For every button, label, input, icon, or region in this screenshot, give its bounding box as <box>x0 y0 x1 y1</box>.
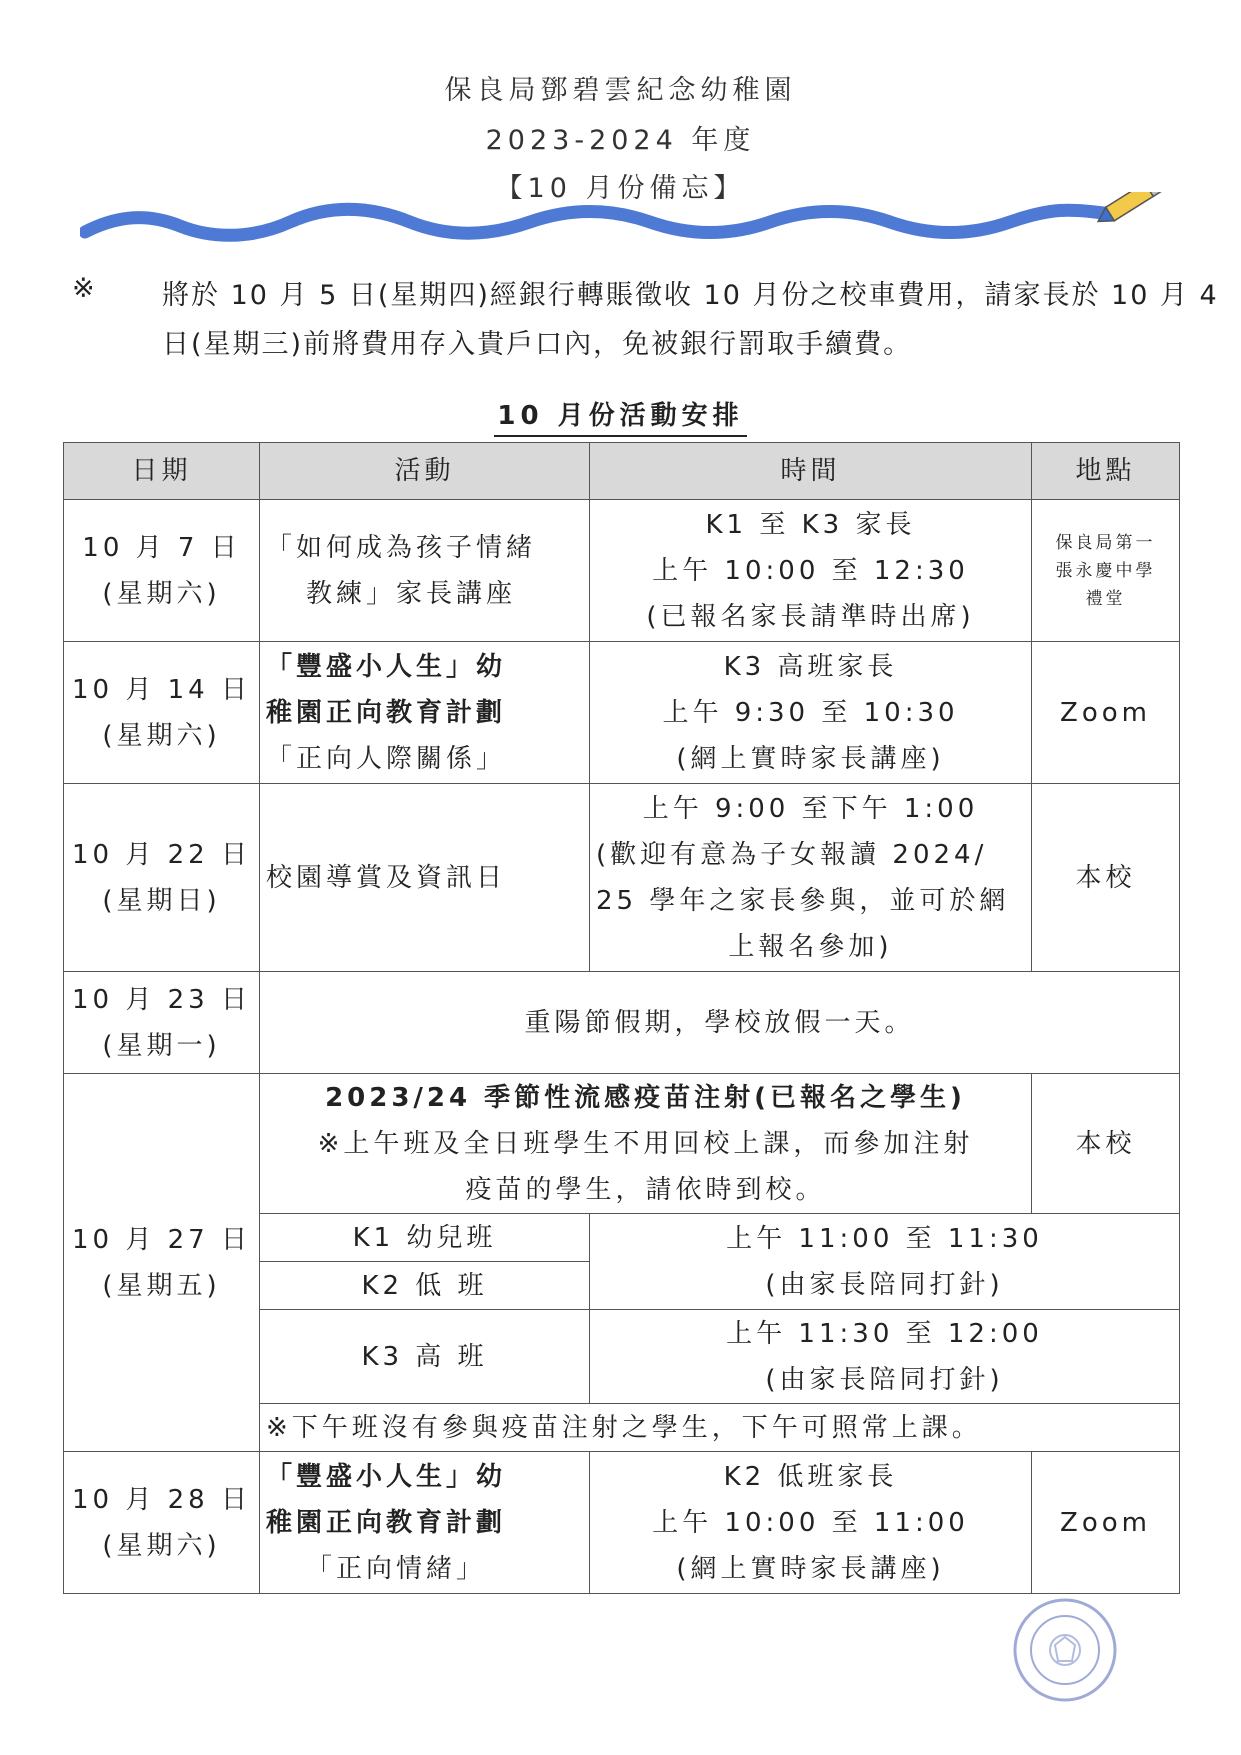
time-cell: K3 高班家長 上午 9:30 至 10:30 (網上實時家長講座) <box>590 642 1032 784</box>
header-venue: 地點 <box>1032 443 1180 500</box>
holiday-note-cell: 重陽節假期，學校放假一天。 <box>260 972 1180 1074</box>
class-cell: K1 幼兒班 <box>260 1214 590 1262</box>
header-activity: 活動 <box>260 443 590 500</box>
table-header-row <box>64 443 1180 500</box>
date-cell: 10 月 28 日 (星期六) <box>64 1452 260 1594</box>
activity-cell: 「如何成為孩子情緒 教練」家長講座 <box>260 500 590 642</box>
table-row <box>64 500 1180 642</box>
school-year: 2023-2024 年度 <box>485 125 756 156</box>
memo-title: 【10 月份備忘】 <box>495 173 746 204</box>
school-seal-stamp <box>1010 1595 1120 1705</box>
time-cell: K2 低班家長 上午 10:00 至 11:00 (網上實時家長講座) <box>590 1452 1032 1594</box>
date-cell: 10 月 22 日 (星期日) <box>64 784 260 972</box>
table-row <box>64 1074 1180 1214</box>
activity-cell: 校園導賞及資訊日 <box>260 784 590 972</box>
date-cell: 10 月 27 日 (星期五) <box>64 1074 260 1452</box>
table-row <box>64 784 1180 972</box>
venue-cell: 保良局第一 張永慶中學 禮堂 <box>1032 500 1180 642</box>
time-cell: K1 至 K3 家長 上午 10:00 至 12:30 (已報名家長請準時出席) <box>590 500 1032 642</box>
venue-cell: Zoom <box>1032 1452 1180 1594</box>
school-name: 保良局鄧碧雲紀念幼稚園 <box>444 75 797 106</box>
activity-cell: 「豐盛小人生」幼 稚園正向教育計劃 「正向情緒」 <box>260 1452 590 1594</box>
notice-mark: ※ <box>72 273 97 304</box>
date-cell: 10 月 7 日 (星期六) <box>64 500 260 642</box>
time-cell: 上午 9:00 至下午 1:00 (歡迎有意為子女報讀 2024/ 25 學年之家長參與，並可於網 上報名參加) <box>590 784 1032 972</box>
table-row <box>64 972 1180 1074</box>
activity-table <box>63 442 1180 1594</box>
venue-cell: 本校 <box>1032 784 1180 972</box>
section-title: 10 月份活動安排 <box>494 401 746 437</box>
activity-cell: 「豐盛小人生」幼 稚園正向教育計劃 「正向人際關係」 <box>260 642 590 784</box>
venue-cell: 本校 <box>1032 1074 1180 1214</box>
table-row <box>64 642 1180 784</box>
date-cell: 10 月 23 日 (星期一) <box>64 972 260 1074</box>
header-date: 日期 <box>64 443 260 500</box>
class-cell: K2 低 班 <box>260 1262 590 1310</box>
vaccine-info-cell: 2023/24 季節性流感疫苗注射(已報名之學生) ※上午班及全日班學生不用回校上課，而參加注射 疫苗的學生，請依時到校。 <box>260 1074 1032 1214</box>
table-row <box>64 1452 1180 1594</box>
notice-line-2: 日(星期三)前將費用存入貴戶口內，免被銀行罰取手續費。 <box>162 329 913 360</box>
header-time: 時間 <box>590 443 1032 500</box>
time-cell: 上午 11:00 至 11:30 (由家長陪同打針) <box>590 1214 1180 1310</box>
time-cell: 上午 11:30 至 12:00 (由家長陪同打針) <box>590 1310 1180 1404</box>
venue-cell: Zoom <box>1032 642 1180 784</box>
notice-line-1: 將於 10 月 5 日(星期四)經銀行轉賬徵收 10 月份之校車費用，請家長於 10 月 4 <box>162 280 1219 311</box>
class-cell: K3 高 班 <box>260 1310 590 1404</box>
wavy-line-pencil-decoration <box>80 192 1180 252</box>
date-cell: 10 月 14 日 (星期六) <box>64 642 260 784</box>
vaccine-footer-note: ※下午班沒有參與疫苗注射之學生，下午可照常上課。 <box>260 1404 1180 1452</box>
